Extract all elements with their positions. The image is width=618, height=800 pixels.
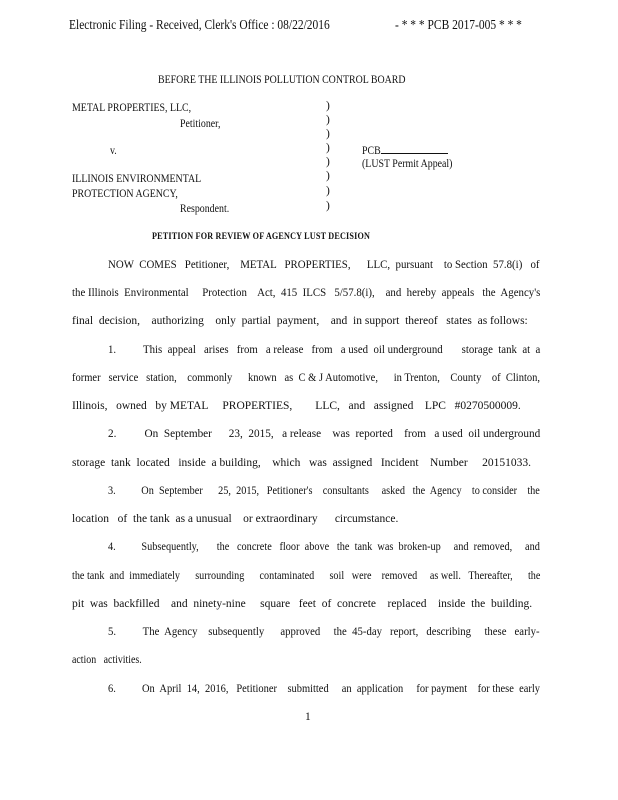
body-line: location of the tank as a unusual or extraordinary circumstance.	[72, 513, 399, 525]
respondent-name-line1: ILLINOIS ENVIRONMENTAL	[72, 173, 202, 185]
caption-paren: )	[326, 200, 330, 212]
body-line: pit was backfilled and ninety-nine square feet of concrete replaced inside the building.	[72, 598, 533, 610]
body-line: storage tank located inside a building, which was assigned Incident Number 20151033.	[72, 457, 531, 469]
body-line: 5. The Agency subsequently approved the 45-day report, describing these early-	[108, 626, 540, 638]
petitioner-name: METAL PROPERTIES, LLC,	[72, 102, 192, 114]
caption-paren: )	[326, 185, 330, 197]
petitioner-role: Petitioner,	[180, 118, 221, 130]
body-line: 1. This appeal arises from a release from a used oil underground storage tank at a	[108, 344, 541, 356]
respondent-role: Respondent.	[180, 203, 230, 215]
versus-label: v.	[110, 145, 117, 157]
pcb-label: PCB	[362, 145, 381, 157]
body-line: 6. On April 14, 2016, Petitioner submitted an application for payment for these early	[108, 683, 541, 695]
body-line: the tank and immediately surrounding contaminated soil were removed as well. Thereafter, the	[72, 570, 541, 582]
page-number: 1	[305, 711, 311, 723]
caption-paren: )	[326, 156, 330, 168]
caption-paren: )	[326, 128, 330, 140]
body-line: the Illinois Environmental Protection Act, 415 ILCS 5/57.8(i), and hereby appeals the Agency's	[72, 287, 541, 299]
filing-stamp-left: Electronic Filing - Received, Clerk's Office : 08/22/2016	[69, 18, 330, 33]
respondent-name-line2: PROTECTION AGENCY,	[72, 188, 178, 200]
body-line: 4. Subsequently, the concrete floor above the tank was broken-up and removed, and	[108, 541, 540, 553]
body-line: Illinois, owned by METAL PROPERTIES, LLC, and assigned LPC #0270500009.	[72, 400, 521, 412]
body-line: 3. On September 25, 2015, Petitioner's consultants asked the Agency to consider the	[108, 485, 540, 497]
caption-paren: )	[326, 114, 330, 126]
body-line: former service station, commonly known as C & J Automotive, in Trenton, County of Clinton,	[72, 372, 541, 384]
caption-paren: )	[326, 170, 330, 182]
board-title: BEFORE THE ILLINOIS POLLUTION CONTROL BOARD	[158, 74, 406, 86]
document-title: PETITION FOR REVIEW OF AGENCY LUST DECISION	[152, 232, 371, 242]
body-line: final decision, authorizing only partial payment, and in support thereof states as follows:	[72, 315, 528, 327]
pcb-number-blank	[381, 144, 448, 154]
caption-paren: )	[326, 100, 330, 112]
case-type: (LUST Permit Appeal)	[362, 158, 453, 170]
body-line: 2. On September 23, 2015, a release was reported from a used oil underground	[108, 428, 541, 440]
body-line: NOW COMES Petitioner, METAL PROPERTIES, LLC, pursuant to Section 57.8(i) of	[108, 259, 540, 271]
pcb-number-field	[362, 144, 448, 157]
caption-paren: )	[326, 142, 330, 154]
filing-stamp-right: - * * * PCB 2017-005 * * *	[395, 18, 522, 33]
body-line: action activities.	[72, 654, 142, 666]
